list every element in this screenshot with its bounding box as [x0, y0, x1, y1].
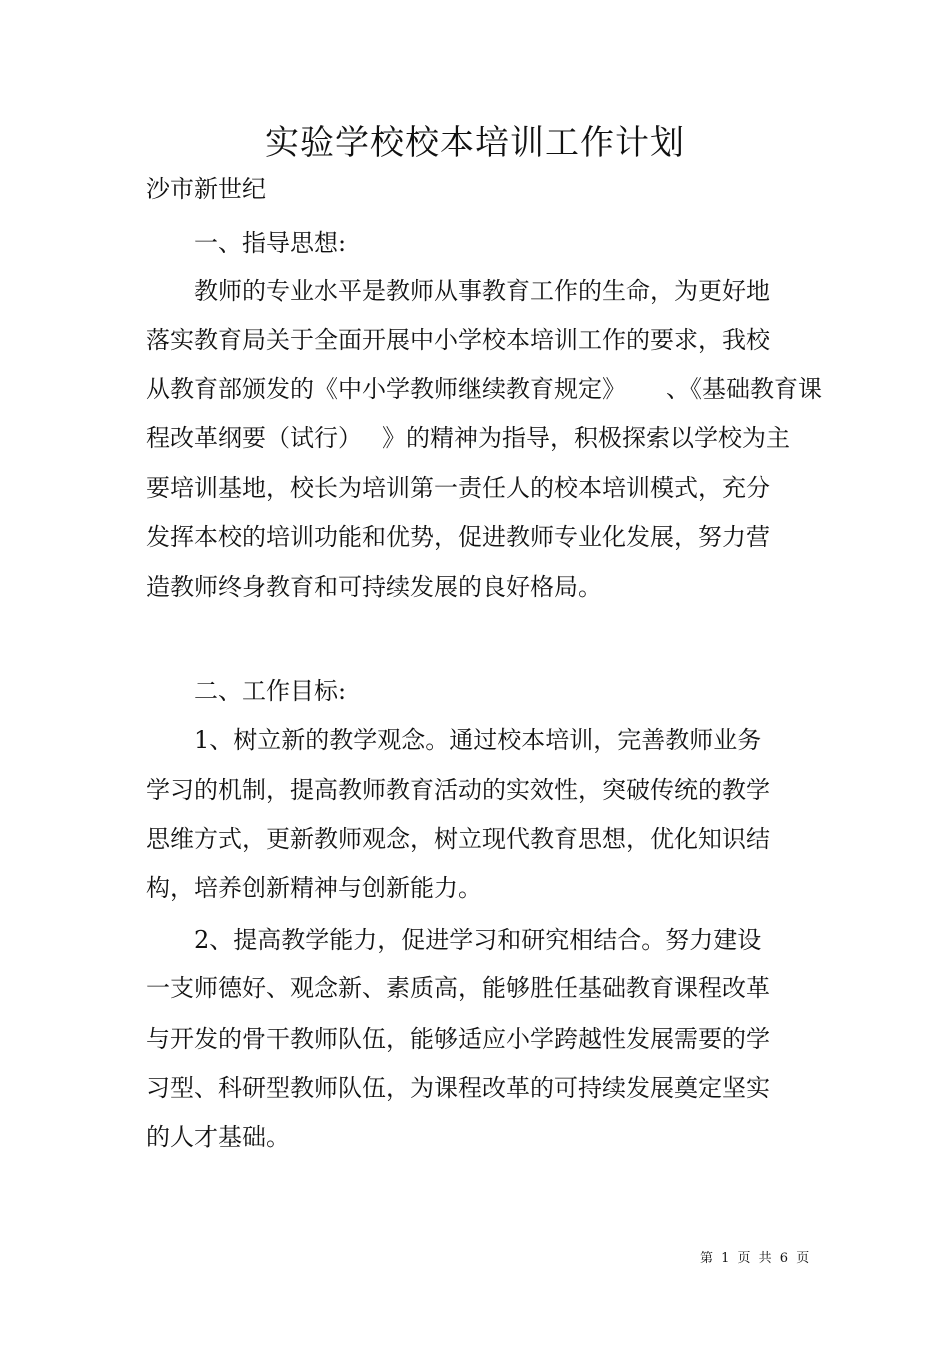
paragraph-line: 发挥本校的培训功能和优势，促进教师专业化发展，努力营	[146, 523, 770, 551]
paragraph-line: 教师的专业水平是教师从事教育工作的生命，为更好地	[194, 277, 770, 305]
paragraph-line: 学习的机制，提高教师教育活动的实效性，突破传统的教学	[146, 776, 770, 804]
paragraph-line: 1、树立新的教学观念。通过校本培训，完善教师业务	[194, 726, 762, 754]
paragraph-line: 造教师终身教育和可持续发展的良好格局。	[146, 573, 602, 601]
paragraph-line: 构，培养创新精神与创新能力。	[146, 874, 482, 902]
document-title: 实验学校校本培训工作计划	[265, 123, 685, 163]
paragraph-fragment: 》的精神为指导，积极探索以学校为主	[382, 424, 790, 452]
section2-heading: 二、工作目标:	[194, 677, 347, 705]
paragraph-fragment: 程改革纲要（试行）	[146, 424, 362, 452]
paragraph-line: 习型、科研型教师队伍，为课程改革的可持续发展奠定坚实	[146, 1074, 770, 1102]
page-number: 第 1 页 共 6 页	[700, 1251, 812, 1266]
paragraph-line: 与开发的骨干教师队伍，能够适应小学跨越性发展需要的学	[146, 1025, 770, 1053]
paragraph-line: 一支师德好、观念新、素质高，能够胜任基础教育课程改革	[146, 974, 770, 1002]
paragraph-line	[146, 423, 790, 453]
paragraph-line: 思维方式，更新教师观念，树立现代教育思想，优化知识结	[146, 825, 770, 853]
section1-heading: 一、指导思想:	[194, 229, 347, 257]
paragraph-line: 2、提高教学能力，促进学习和研究相结合。努力建设	[194, 926, 762, 954]
paragraph-line	[146, 374, 822, 404]
paragraph-line: 的人才基础。	[146, 1123, 290, 1151]
paragraph-line: 落实教育局关于全面开展中小学校本培训工作的要求，我校	[146, 326, 770, 354]
author-line: 沙市新世纪	[146, 175, 266, 203]
paragraph-line: 要培训基地，校长为培训第一责任人的校本培训模式，充分	[146, 474, 770, 502]
paragraph-fragment: 、《基础教育课	[666, 375, 822, 403]
paragraph-fragment: 从教育部颁发的《中小学教师继续教育规定》	[146, 375, 626, 403]
